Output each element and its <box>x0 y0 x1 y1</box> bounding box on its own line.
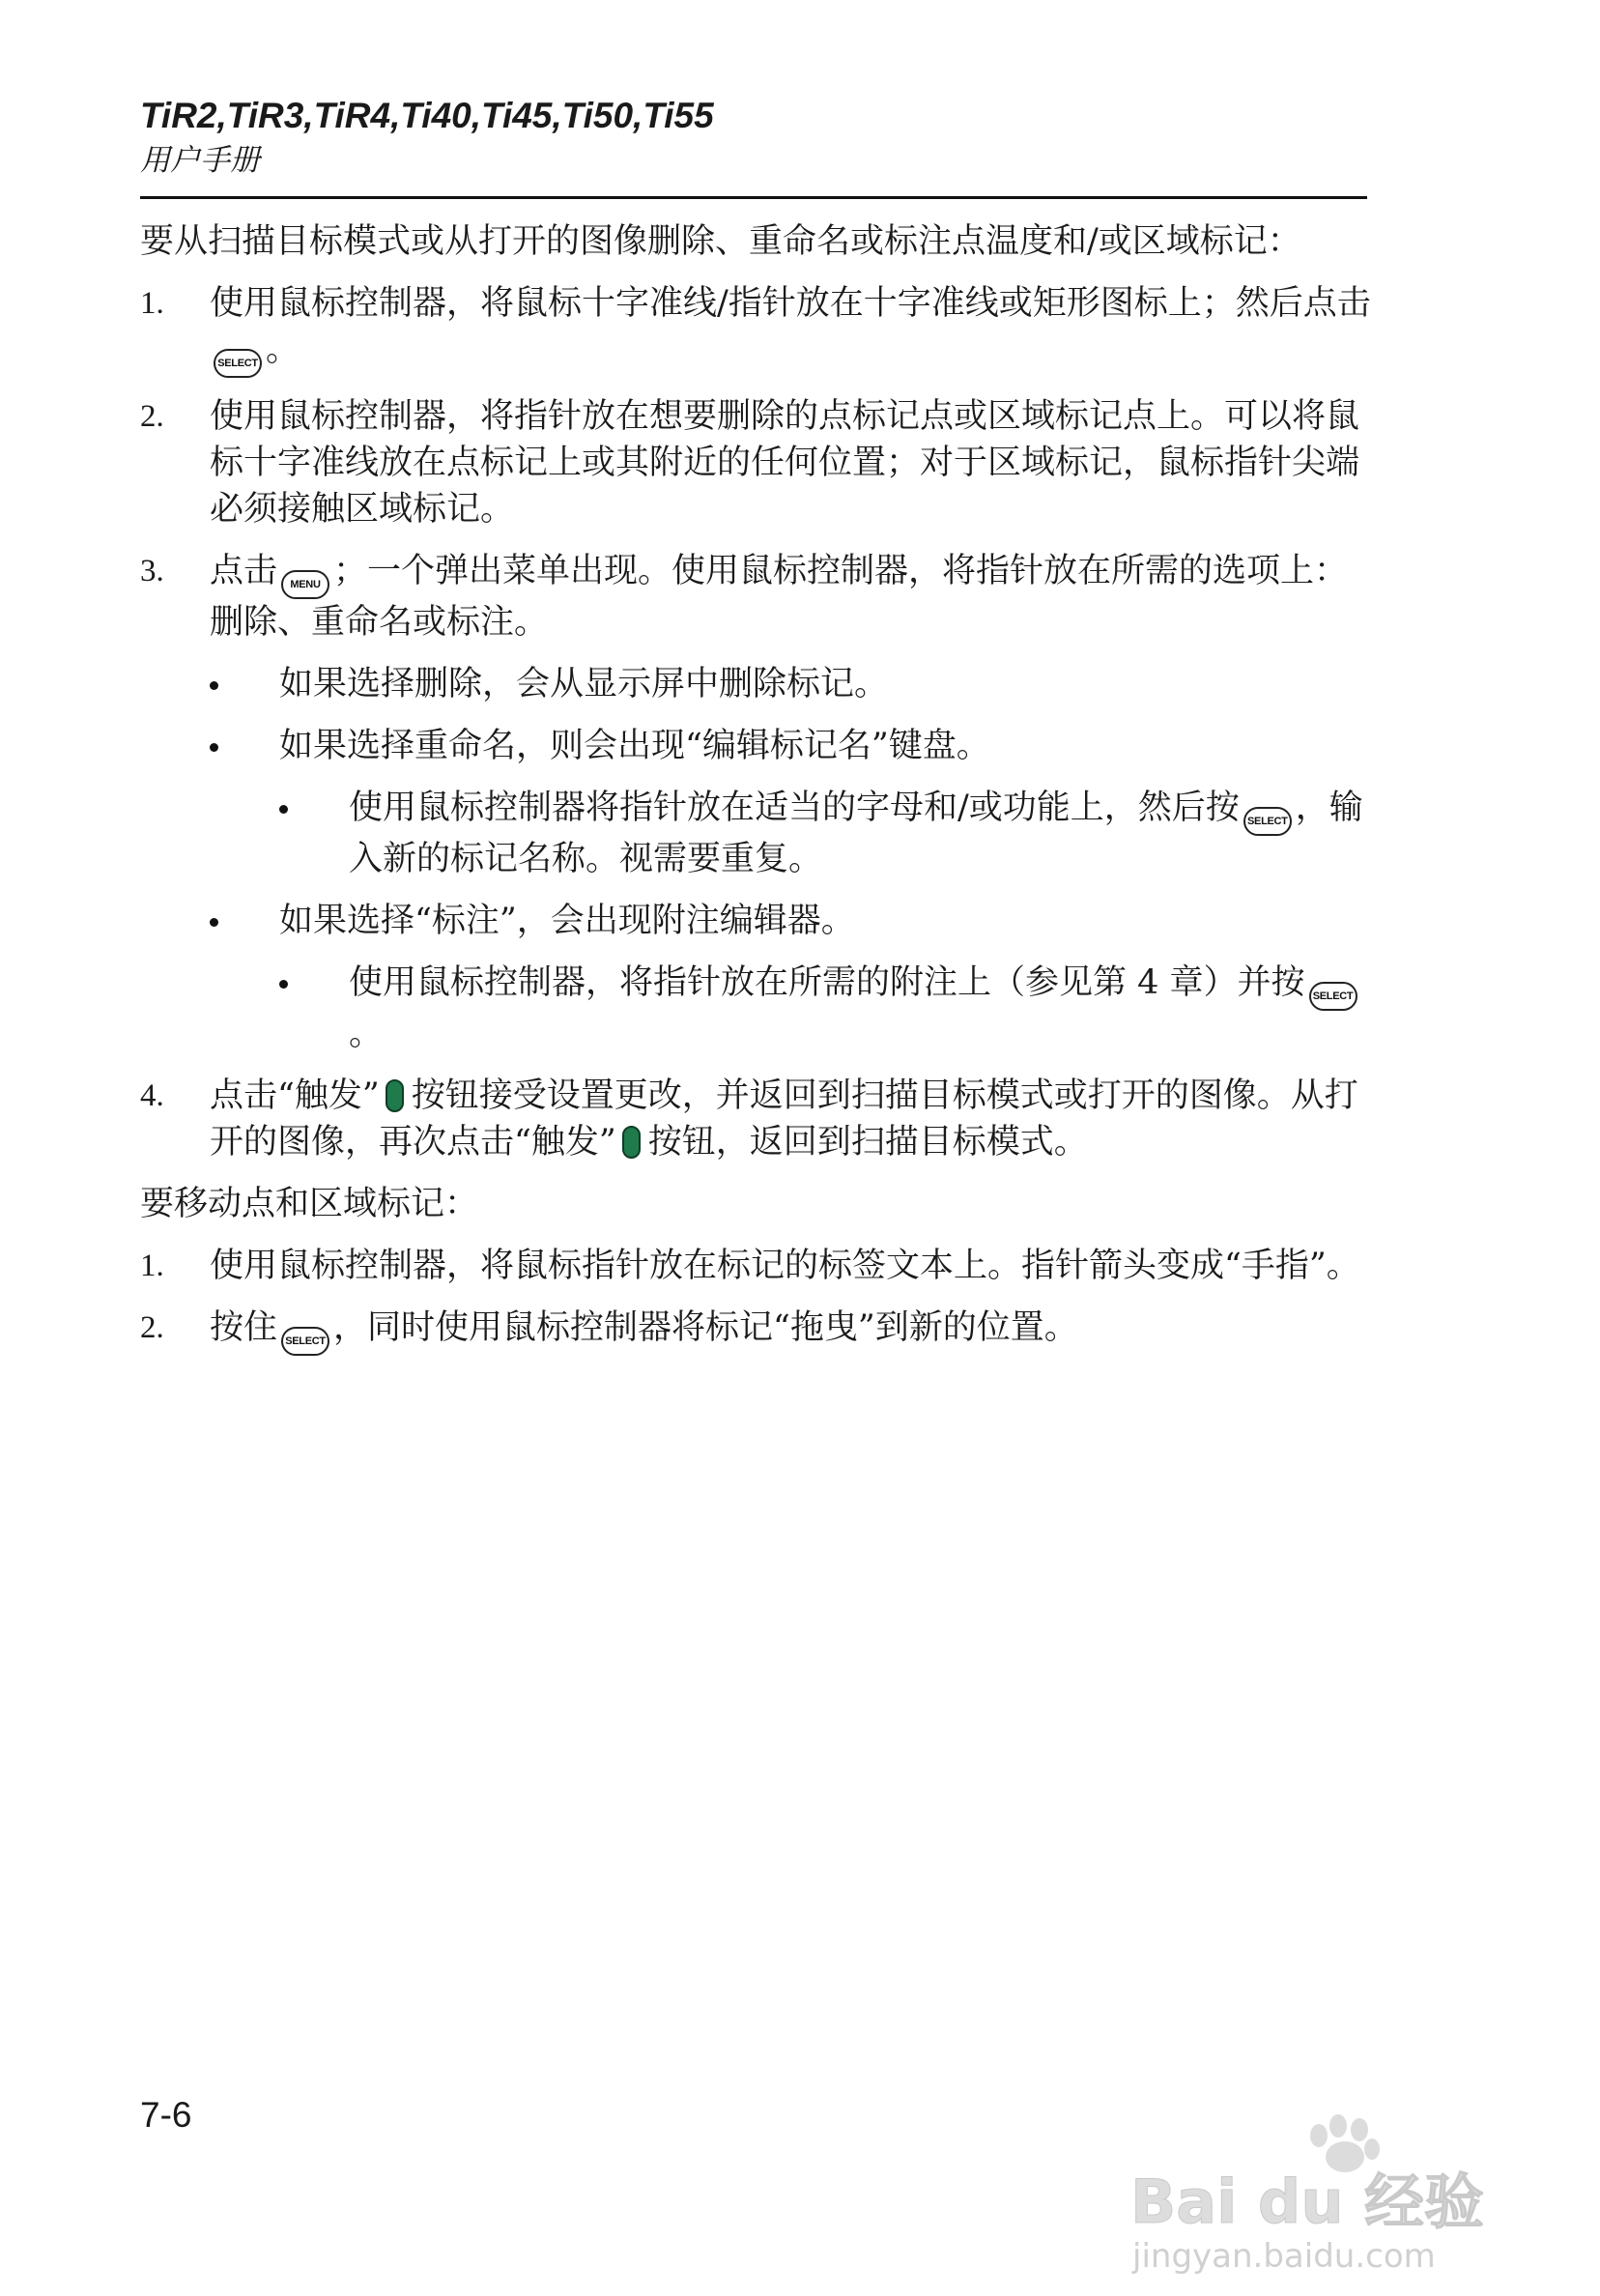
step-text: ，同时使用鼠标控制器将标记“拖曳”到新的位置。 <box>333 1308 1078 1347</box>
bullet-dot <box>210 681 218 690</box>
step-number: 2. <box>140 1310 164 1345</box>
step-1 <box>140 280 1372 378</box>
bullet-text: 如果选择“标注”，会出现附注编辑器。 <box>279 902 855 940</box>
select-key-icon: SELECT <box>1309 982 1357 1011</box>
step-text: ；一个弹出菜单出现。使用鼠标控制器，将指针放在所需的选项上：删除、重命名或标注。 <box>210 552 1349 642</box>
bullet-dot <box>279 805 288 814</box>
bullet-text: 如果选择删除，会从显示屏中删除标记。 <box>279 665 889 703</box>
page-number: 7-6 <box>140 2095 192 2135</box>
sub-bullet-rename <box>140 785 1372 882</box>
step-text: 使用鼠标控制器，将鼠标十字准线/指针放在十字准线或矩形图标上；然后点击 <box>210 284 1371 323</box>
bullet-text: 。 <box>349 1015 384 1053</box>
intro-paragraph: 要从扫描目标模式或从打开的图像删除、重命名或标注点温度和/或区域标记： <box>140 222 1301 261</box>
step-number: 4. <box>140 1078 164 1113</box>
bullet-text: ，输入新的标记名称。视需要重复。 <box>349 789 1363 878</box>
select-key-icon: SELECT <box>281 1327 329 1356</box>
sub-bullet-annotate <box>140 960 1372 1057</box>
step-text: 使用鼠标控制器，将指针放在想要删除的点标记点或区域标记点上。可以将鼠标十字准线放在点标记上或其附近的任何位置；对于区域标记，鼠标指针尖端必须接触区域标记。 <box>210 397 1360 529</box>
product-models: TiR2,TiR3,TiR4,Ti40,Ti45,Ti50,Ti55 <box>140 96 714 135</box>
bullet-rename <box>140 723 1372 769</box>
step-text: 点击“触发” <box>210 1076 380 1115</box>
step-number: 3. <box>140 554 164 588</box>
move-step-1 <box>140 1243 1372 1289</box>
step-text: 按住 <box>210 1308 278 1347</box>
baidu-watermark <box>1130 2097 1498 2281</box>
step-4 <box>140 1073 1372 1165</box>
select-key-icon: SELECT <box>1243 807 1292 836</box>
watermark-brand: Bai du 经验 <box>1130 2167 1485 2237</box>
header-rule <box>140 196 1367 199</box>
page-header <box>140 93 1367 182</box>
step-number: 2. <box>140 399 164 434</box>
move-step-2 <box>140 1305 1372 1356</box>
step-3 <box>140 548 1372 646</box>
step-text: 使用鼠标控制器，将鼠标指针放在标记的标签文本上。指针箭头变成“手指”。 <box>210 1247 1360 1285</box>
step-text: 按钮接受设置更改，并返回到扫描目标模式或打开的图像。从打开的图像，再次点击“触发” <box>210 1076 1358 1162</box>
step-text: 点击 <box>210 552 278 590</box>
move-intro-paragraph: 要移动点和区域标记： <box>140 1185 479 1223</box>
step-text: 按钮，返回到扫描目标模式。 <box>647 1123 1088 1162</box>
step-2 <box>140 393 1372 532</box>
bullet-text: 如果选择重命名，则会出现“编辑标记名”键盘。 <box>279 727 990 765</box>
step-text: 。 <box>266 330 300 369</box>
bullet-text: 使用鼠标控制器，将指针放在所需的附注上（参见第 4 章）并按 <box>349 963 1305 1002</box>
bullet-delete <box>140 661 1372 707</box>
step-number: 1. <box>140 286 164 321</box>
watermark-url: jingyan.baidu.com <box>1132 2237 1436 2276</box>
bullet-dot <box>279 980 288 989</box>
trigger-button-icon <box>622 1126 641 1159</box>
menu-key-icon: MENU <box>281 570 329 599</box>
manual-subtitle: 用户手册 <box>140 143 260 178</box>
manual-body <box>140 218 1372 1371</box>
bullet-text: 使用鼠标控制器将指针放在适当的字母和/或功能上，然后按 <box>349 789 1240 827</box>
step-number: 1. <box>140 1248 164 1283</box>
bullet-dot <box>210 743 218 752</box>
trigger-button-icon <box>386 1079 404 1112</box>
select-key-icon: SELECT <box>214 349 262 378</box>
bullet-dot <box>210 918 218 927</box>
bullet-annotate <box>140 898 1372 944</box>
